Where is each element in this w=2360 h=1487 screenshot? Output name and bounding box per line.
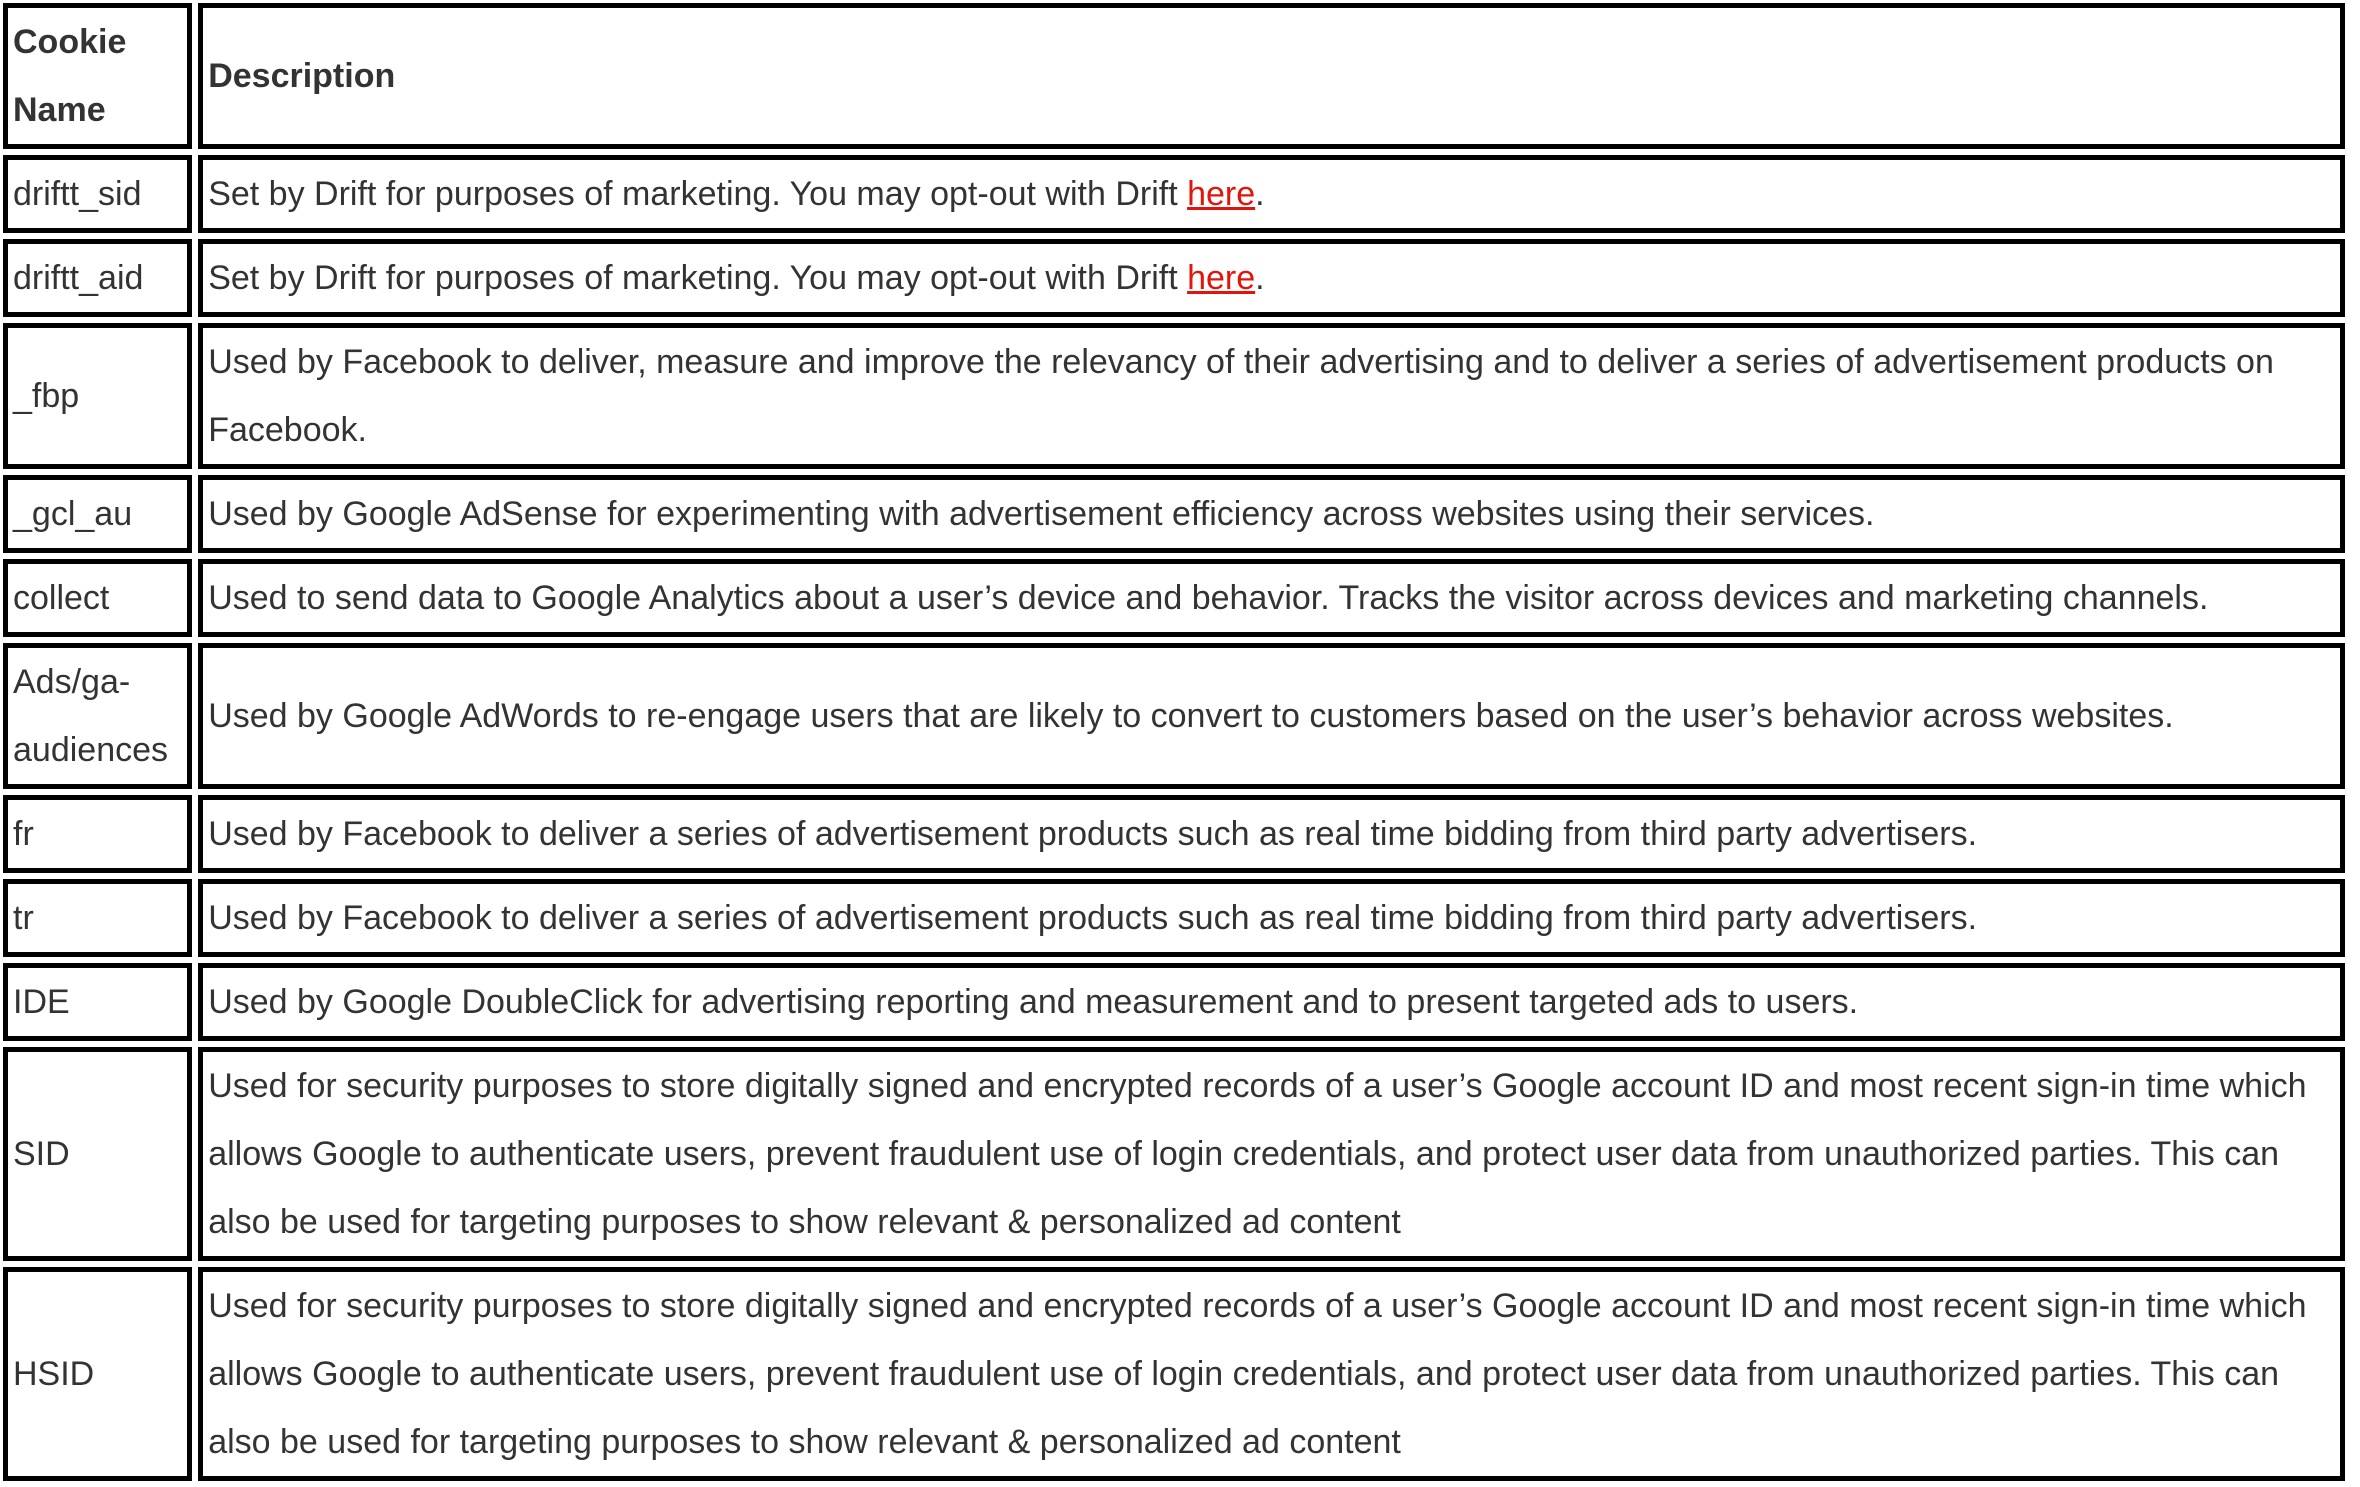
- description-suffix: .: [1255, 259, 1265, 297]
- cookie-description-cell: Used by Google AdSense for experimenting with advertisement efficiency across websites using their services.: [198, 475, 2345, 553]
- drift-optout-link[interactable]: here: [1187, 259, 1256, 297]
- table-row: [3, 879, 2345, 957]
- cookie-description-cell: Used by Facebook to deliver, measure and improve the relevancy of their advertising and to deliver a series of advertisement products on Facebook.: [198, 323, 2345, 469]
- table-row: [3, 963, 2345, 1041]
- description-suffix: .: [1255, 175, 1265, 213]
- table-row: [3, 795, 2345, 873]
- table-row: [3, 239, 2345, 317]
- cookie-name-cell: fr: [3, 795, 192, 873]
- cookie-name-cell: HSID: [3, 1267, 192, 1481]
- cookie-description-cell: Used to send data to Google Analytics about a user’s device and behavior. Tracks the visitor across devices and marketing channels.: [198, 559, 2345, 637]
- cookie-name-cell: tr: [3, 879, 192, 957]
- cookie-name-cell: Ads/ga-audiences: [3, 643, 192, 789]
- cookie-name-cell: _gcl_au: [3, 475, 192, 553]
- description-text: Set by Drift for purposes of marketing. You may opt-out with Drift: [208, 259, 1188, 297]
- description-text: Set by Drift for purposes of marketing. You may opt-out with Drift: [208, 175, 1188, 213]
- cookie-description-cell: Used by Facebook to deliver a series of advertisement products such as real time bidding from third party advertisers.: [198, 879, 2345, 957]
- cookie-name-cell: _fbp: [3, 323, 192, 469]
- cookie-name-cell: driftt_sid: [3, 155, 192, 233]
- table-row: [3, 155, 2345, 233]
- cookie-description-cell: [198, 155, 2345, 233]
- table-row: [3, 475, 2345, 553]
- cookie-name-cell: collect: [3, 559, 192, 637]
- cookie-description-cell: Used by Facebook to deliver a series of advertisement products such as real time bidding from third party advertisers.: [198, 795, 2345, 873]
- table-row: [3, 323, 2345, 469]
- table-row: [3, 559, 2345, 637]
- table-row: [3, 1267, 2345, 1481]
- cookie-description-cell: Used for security purposes to store digitally signed and encrypted records of a user’s Google account ID and most recent sign-in time which allows Google to authenticate users, prevent fraudulent use of login credentials, and protect user data from unauthorized parties. This can also be used for targeting purposes to show relevant & personalized ad content: [198, 1267, 2345, 1481]
- cookie-name-cell: IDE: [3, 963, 192, 1041]
- cookie-name-cell: driftt_aid: [3, 239, 192, 317]
- header-description: Description: [198, 3, 2345, 149]
- drift-optout-link[interactable]: here: [1187, 175, 1256, 213]
- header-cookie-name: Cookie Name: [3, 3, 192, 149]
- cookie-description-cell: Used by Google AdWords to re-engage users that are likely to convert to customers based on the user’s behavior across websites.: [198, 643, 2345, 789]
- cookie-description-cell: [198, 239, 2345, 317]
- cookie-description-cell: Used for security purposes to store digitally signed and encrypted records of a user’s Google account ID and most recent sign-in time which allows Google to authenticate users, prevent fraudulent use of login credentials, and protect user data from unauthorized parties. This can also be used for targeting purposes to show relevant & personalized ad content: [198, 1047, 2345, 1261]
- cookie-description-cell: Used by Google DoubleClick for advertising reporting and measurement and to present targeted ads to users.: [198, 963, 2345, 1041]
- table-row: [3, 643, 2345, 789]
- table-header-row: [3, 3, 2345, 149]
- table-row: [3, 1047, 2345, 1261]
- cookie-name-cell: SID: [3, 1047, 192, 1261]
